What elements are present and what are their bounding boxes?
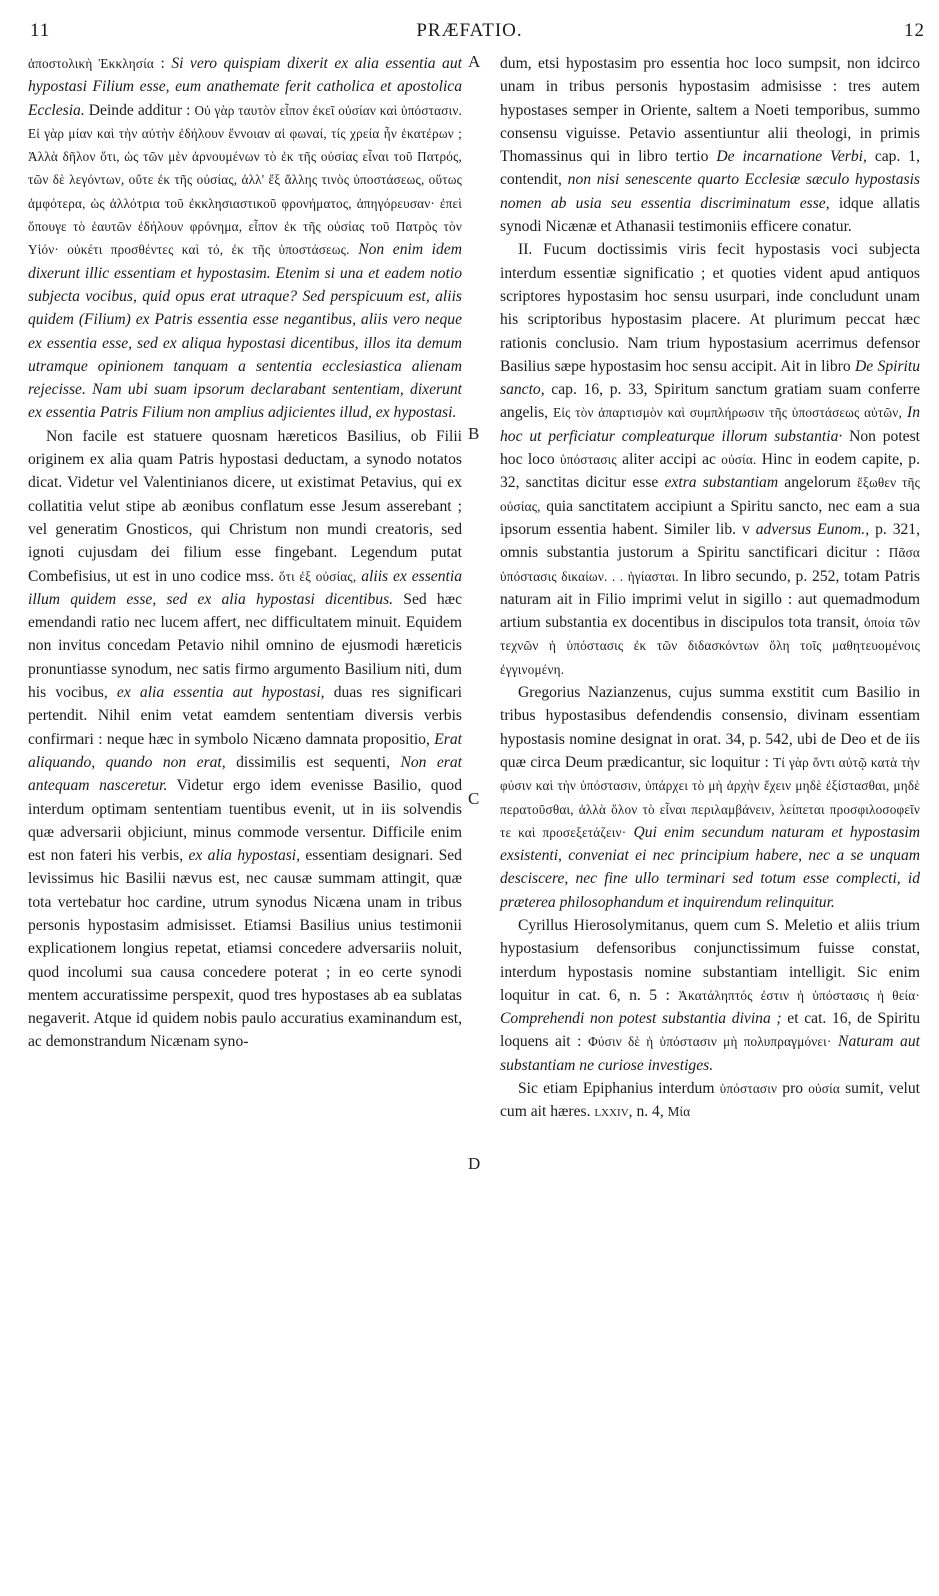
paragraph (500, 914, 920, 1077)
margin-marker-a: A (468, 52, 481, 71)
latin-text: sumit, velut cum ait hæres. (500, 1080, 920, 1121)
latin-text: p. 321, omnis substantia justorum a Spiritu sanctificari dicitur : (500, 520, 921, 562)
latin-text: Hinc in eodem capite, p. 32, sanctitas dicitur esse (500, 451, 920, 492)
greek-text: Οὐ γὰρ ταυτὸν εἶπον ἐκεῖ οὐσίαν καὶ ὑπόστασιν. Εἰ γὰρ μίαν καὶ τὴν αὐτὴν ἐδήλουν ἔννοιαν αἱ φωναί, τίς χρεία ἦν ἑκατέρων ; Ἀλλὰ δῆλον ὅτι, ὡς τῶν μὲν ἀρνουμένων τὸ ἐκ τῆς οὐσίας εἶναι τοῦ Πατρός, τῶν δὲ λεγόντων, οὔτε ἐκ τῆς οὐσίας, ἀλλ' ἔξ ἄλλης τινὸς ὑποστάσεως, οὕτως ἀμφότερα, ὡς ἀλλότρια τοῦ ἐκκλησιαστικοῦ φρονήματος, ἀπηγόρευσαν· ἐπεὶ ὅπουγε τὸ ἑαυτῶν ἐδήλουν φρόνημα, εἶπον ἐκ τῆς οὐσίας τοῦ Πατρὸς τὸν Υἱόν· οὐκέτι προσθέντες καὶ τό, ἐκ τῆς ὑποστάσεως. (28, 102, 462, 258)
latin-text: duas res significari pertendit. Nihil enim vetat eamdem sententiam diversis verbis confirmari : neque hæc in symbolo Nicæno damnata propositio, (28, 684, 463, 748)
paragraph (28, 425, 462, 1054)
greek-text: ὑπόστασις (560, 452, 617, 468)
latin-text: angelorum (778, 474, 858, 492)
latin-text: aliter accipi ac (616, 451, 722, 469)
greek-text: ἀποστολικὴ Ἐκκλησία (28, 56, 155, 71)
paragraph (28, 52, 462, 425)
latin-italic-text: Erat aliquando, quando non erat, (28, 730, 462, 771)
latin-text: Non facile est statuere quosnam hæreticos Basilius, ob Filii originem ex alia quam Patris hypostasi deductam, a synodo notatos dicat. Videtur vel Valentinianos dicere, ut existimat Petavius, qui ex collatitia velut stipe ab æonibus conflatum esse Jesum asserebant ; vel generatim Gnosticos, qui Christum non mundi creatoris, sed ignoti cujusdam dei filium esse fingebant. Legendum putat Combefisius, ut est in uno codice mss. (28, 427, 462, 585)
page-number-right: 12 (904, 20, 925, 41)
greek-text: Τί γὰρ ὄντι αὐτῷ κατὰ τὴν φύσιν καὶ τὴν ὑπόστασιν, ὑπάρχει τὸ μὴ ἀρχὴν ἔχειν μηδὲ ἐξίστασθαι, μηδὲ περατοῦσθαι, ἀλλὰ ὅλον τὸ εἶναι περιλαμβάνειν, λείπεται προσφιλοσοφεῖν τε καὶ προσεξετάζειν· (500, 754, 920, 840)
latin-text: In libro secundo, p. 252, totam Patris naturam ait in Filio imprimi velut in sigillo : aut quemadmodum artium substantia ex docentibus in discipulos tota transit, (500, 567, 920, 632)
greek-text: Πᾶσα ὑπόστασις δικαίων. . . ἡγίασται. (500, 545, 920, 584)
latin-italic-text: Non enim idem dixerunt illic essentiam et hypostasim. Etenim si una et eadem notio subjecta vocibus, quid opus erat utraque? Sed perspicuum est, aliis quidem (Filium) ex Patris essentia esse negantibus, aliis vero neque ex essentia esse, sed ex aliqua hypostasi dicentibus, illos ita demum utramque opinionem tanquam a sententia ecclesiastica alienam rejecisse. Nam ubi suam ipsorum declarabant sententiam, dixerunt ex essentia Patris Filium non amplius adjicientes illud, ex hypostasi. (28, 241, 462, 422)
latin-text: quia sanctitatem accipiunt a Spiritu sancto, nec eam a sua ipsorum essentia habent. Similer lib. v (500, 497, 920, 538)
latin-text: Cyrillus Hierosolymitanus, quem cum S. Meletio et aliis trium hypostasium defensoribus conjunctissimum fuisse constat, interdum hypostasis nomine substantiam intelligit. Sic enim loquitur in cat. 6, n. 5 : (500, 916, 920, 1004)
latin-italic-text: Naturam aut substantiam ne curiose investiges. (500, 1033, 920, 1074)
greek-text: ὅτι ἐξ οὐσίας, (278, 568, 357, 584)
right-column (500, 52, 920, 1124)
greek-text: ὑπόστασιν (719, 1081, 778, 1097)
latin-text: idque allatis synodi Nicænæ et Athanasii testimoniis efficere conatur. (500, 194, 920, 236)
latin-italic-text: De Spiritu sancto, (500, 357, 920, 399)
paragraph (500, 52, 920, 238)
latin-text: Videtur ergo idem evenisse Basilio, quod interdum optimam sententiam tuentibus evenit, ut in iis solvendis quæ adversarii objiciunt, minus commode versentur. Difficile enim est non fateri his verbis, (28, 777, 462, 865)
latin-text: cap. 16, p. 33, Spiritum sanctum gratiam suam conferre angelis, (500, 381, 920, 422)
left-column (28, 52, 462, 1054)
running-title: PRÆFATIO. (416, 20, 523, 41)
latin-italic-text: non nisi senescente quarto Ecclesiæ sæculo hypostasis nomen ab usia seu essentia discriminatum esse, (500, 171, 920, 212)
greek-text: Φύσιν δὲ ἡ ὑπόστασιν μὴ πολυπραγμόνει· (588, 1034, 832, 1050)
margin-marker-c: C (468, 789, 480, 808)
latin-text: dum, etsi hypostasim pro essentia hoc loco sumpsit, non idcirco unam in tribus personis hypostasim admisisse : tres autem hypostases semper in Oriente, saltem a Noeti temporibus, summo consensu viguisse. Petavio assentiuntur alii theologi, in primis Thomassinus qui in libro tertio (500, 55, 920, 166)
latin-text: : (154, 55, 172, 72)
latin-italic-text: adversus Eunom., (755, 520, 870, 538)
latin-text: et cat. 16, de Spiritu loquens ait : (500, 1010, 920, 1051)
latin-text: Non potest hoc loco (500, 427, 920, 469)
latin-italic-text: De incarnatione Verbi, (716, 148, 867, 166)
paragraph (500, 238, 920, 681)
running-header (0, 20, 939, 50)
latin-text: , n. 4, (628, 1103, 668, 1121)
greek-text: οὐσία. (721, 452, 757, 468)
latin-text: Gregorius Nazianzenus, cujus summa exstitit cum Basilio in tribus hypostasibus defendendis consensio, divinam essentiam hypostasis nomine designat in orat. 34, p. 542, ubi de Deo et de iis quæ circa Deum prædicantur, sic loquitur : (500, 684, 920, 771)
latin-italic-text: Non erat antequam nasceretur. (28, 753, 462, 795)
greek-text: Εἰς τὸν ἀπαρτισμὸν καὶ συμπλήρωσιν τῆς ὑποστάσεως αὐτῶν, (553, 405, 902, 421)
greek-text: οὐσία (808, 1081, 840, 1097)
latin-text: Sic etiam Epiphanius interdum (518, 1080, 720, 1098)
margin-marker-d: D (468, 1154, 481, 1173)
latin-text: dissimilis est sequenti, (225, 753, 401, 771)
latin-text: pro (777, 1080, 809, 1098)
latin-italic-text: ex alia essentia aut hypostasi, (116, 684, 325, 702)
page-number-left: 11 (30, 20, 51, 41)
latin-text: cap. 1, contendit, (500, 148, 920, 189)
latin-italic-text: extra substantiam (664, 474, 779, 492)
latin-italic-text: Comprehendi non potest substantia divina ; (500, 1010, 782, 1028)
latin-italic-text: Qui enim secundum naturam et hypostasim exsistenti, conveniat ei nec principium habere, nec a se unquam desciscere, nec fine ullo terminari sed totum esse complecti, id præterea philosophandum et inquirendum relinquitur. (500, 823, 921, 911)
latin-text: Sed hæc emendandi ratio nec lucem affert, nec difficultatem minuit. Equidem non invitus concedam Petavio nihil omnino de ejusmodi hæreticis pronuntiasse synodum, nec satis firmo argumento Basilium niti, dum his vocibus, (28, 590, 462, 702)
latin-text: Deinde additur : (84, 101, 195, 119)
latin-text: essentiam designari. Sed levissimus hic Basilii nævus est, nec causæ summam attingit, quæ tota vertebatur hoc cardine, utrum synodus Nicæna unam in tribus personis hypostasim admisisset. Etiamsi Basilius unius testimonii explicationem longius repetat, etiamsi concedere adversariis noluit, quod incolumi sua causa concedere poterat ; in eo certe synodi mentem accuratissime perspexit, quod tres hypostases ab ea sublatas negaverit. Atque id quidem nobis paulo accuratius examinandum est, ac demonstrandum Nicænam syno- (28, 847, 462, 1051)
greek-text: Μία (667, 1104, 691, 1120)
margin-marker-b: B (468, 424, 480, 443)
latin-text: II. Fucum doctissimis viris fecit hypostasis voci subjecta interdum essentiæ significatio ; et quoties vident apud antiquos scriptores hypostasim hoc sensu usurpari, inde concludunt unam his scriptoribus hypostasim placere. At plurimum peccat hæc rationis conclusio. Nam trium hypostasium acerrimus defensor Basilius sæpe hypostasim hoc sensu accipit. Ait in libro (500, 241, 920, 375)
latin-italic-text: aliis ex essentia illum quidem esse, sed ex alia hypostasi dicentibus. (28, 567, 462, 608)
greek-text: ὁποία τῶν τεχνῶν ἡ ὑπόστασις ἐκ τῶν διδασκόντων ὅλη τοῖς μαθητευομένοις ἐγγινομένη. (500, 615, 921, 677)
latin-italic-text: Si vero quispiam dixerit ex alia essentia aut hypostasi Filium esse, eum anathemate ferit catholica et apostolica Ecclesia. (28, 55, 462, 119)
paragraph (500, 1077, 920, 1124)
paragraph (500, 681, 920, 914)
latin-italic-text: In hoc ut perficiatur compleaturque illorum substantia· (500, 404, 920, 445)
greek-text: Ἀκατάληπτός ἐστιν ἡ ὑπόστασις ἡ θεία· (678, 987, 921, 1003)
latin-italic-text: ex alia hypostasi, (188, 847, 301, 865)
small-caps-text: lxxiv (594, 1103, 629, 1121)
greek-text: ἔξωθεν τῆς οὐσίας, (500, 475, 921, 514)
